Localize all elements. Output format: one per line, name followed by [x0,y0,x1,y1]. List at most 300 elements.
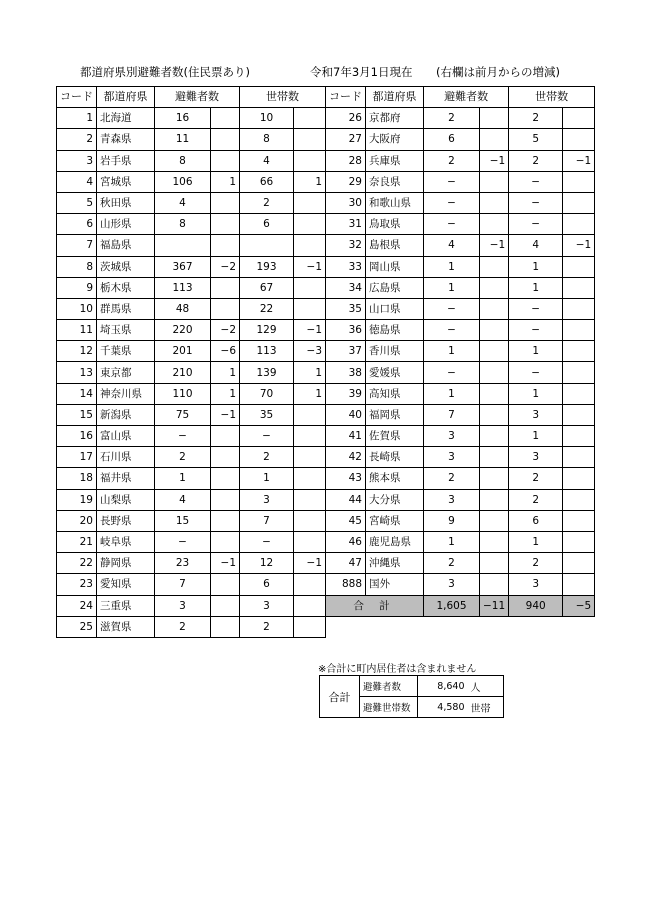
row-evacuees: − [424,362,480,383]
row-prefecture: 鳥取県 [366,214,424,235]
row-households-change [294,214,326,235]
row-prefecture: 高知県 [366,383,424,404]
row-evacuees-change [480,277,509,298]
row-evacuees-change [211,150,240,171]
table-row [57,341,595,362]
row-evacuees-change [211,129,240,150]
row-prefecture: 山口県 [366,298,424,319]
row-prefecture: 山形県 [97,214,155,235]
row-code: 5 [57,192,97,213]
row-code: 46 [326,531,366,552]
row-code: 27 [326,129,366,150]
row-households: 7 [240,510,294,531]
row-evacuees-change [480,108,509,129]
row-households: − [509,362,563,383]
summary-row [320,676,504,697]
row-prefecture: 愛知県 [97,574,155,595]
row-households: 67 [240,277,294,298]
empty-cell [509,616,563,637]
row-prefecture: 広島県 [366,277,424,298]
row-code: 41 [326,426,366,447]
table-row [57,553,595,574]
row-code: 43 [326,468,366,489]
row-evacuees-change [480,553,509,574]
row-households-change: −1 [294,553,326,574]
row-evacuees-change [211,468,240,489]
row-code: 1 [57,108,97,129]
row-evacuees: 367 [155,256,211,277]
row-code: 19 [57,489,97,510]
row-households-change [563,404,595,425]
row-households: − [509,298,563,319]
row-households-change [294,129,326,150]
row-households: 1 [509,531,563,552]
row-evacuees: 4 [155,489,211,510]
row-prefecture: 栃木県 [97,277,155,298]
row-evacuees: 4 [155,192,211,213]
row-households: 35 [240,404,294,425]
row-households: 1 [240,468,294,489]
row-households-change [563,574,595,595]
row-prefecture: 沖縄県 [366,553,424,574]
row-code: 22 [57,553,97,574]
row-evacuees-change: −1 [211,553,240,574]
row-households: 1 [509,383,563,404]
row-evacuees: 110 [155,383,211,404]
row-households: 2 [509,150,563,171]
row-evacuees-change [480,383,509,404]
row-households-change [294,150,326,171]
row-code: 7 [57,235,97,256]
summary-row-value: 4,580 [418,697,468,718]
table-row [57,150,595,171]
row-households-change: 1 [294,171,326,192]
row-evacuees-change [211,235,240,256]
table-row [57,277,595,298]
row-prefecture: 福井県 [97,468,155,489]
row-households: − [240,426,294,447]
row-households: 6 [240,214,294,235]
row-code: 8 [57,256,97,277]
header-households: 世帯数 [509,87,595,108]
row-evacuees-change [480,489,509,510]
empty-cell [424,616,480,637]
row-households: 4 [509,235,563,256]
row-evacuees-change [211,616,240,637]
row-prefecture: 大分県 [366,489,424,510]
row-households-change [294,298,326,319]
row-prefecture: 兵庫県 [366,150,424,171]
row-households-change [563,426,595,447]
row-prefecture: 三重県 [97,595,155,616]
row-households-change: 1 [294,362,326,383]
table-row [57,574,595,595]
row-evacuees: 11 [155,129,211,150]
row-households: 2 [509,553,563,574]
row-evacuees: 3 [424,426,480,447]
row-prefecture: 富山県 [97,426,155,447]
row-evacuees-change [211,447,240,468]
row-households: 8 [240,129,294,150]
row-evacuees: 2 [424,150,480,171]
row-code: 20 [57,510,97,531]
row-code: 45 [326,510,366,531]
row-evacuees-change [480,531,509,552]
row-households-change [294,489,326,510]
row-prefecture: 愛媛県 [366,362,424,383]
row-evacuees: 2 [424,553,480,574]
row-evacuees: 48 [155,298,211,319]
row-prefecture: 香川県 [366,341,424,362]
row-prefecture: 茨城県 [97,256,155,277]
row-evacuees: 75 [155,404,211,425]
row-households-change [563,192,595,213]
row-code: 10 [57,298,97,319]
row-households-change: −1 [563,235,595,256]
row-evacuees-change: −2 [211,320,240,341]
row-prefecture: 福島県 [97,235,155,256]
row-evacuees: − [424,298,480,319]
row-prefecture: 滋賀県 [97,616,155,637]
table-body [57,87,595,638]
row-households: 1 [509,277,563,298]
row-code: 9 [57,277,97,298]
row-evacuees: − [155,426,211,447]
row-households: − [240,531,294,552]
row-evacuees: 3 [424,447,480,468]
table-row [57,404,595,425]
row-households: 1 [509,426,563,447]
header-prefecture: 都道府県 [366,87,424,108]
row-evacuees-change: 1 [211,362,240,383]
row-evacuees: 3 [424,489,480,510]
row-households: 113 [240,341,294,362]
row-prefecture: 神奈川県 [97,383,155,404]
row-code: 16 [57,426,97,447]
row-evacuees: 2 [155,447,211,468]
row-households-change: −1 [563,150,595,171]
row-prefecture: 青森県 [97,129,155,150]
row-code: 6 [57,214,97,235]
row-prefecture: 埼玉県 [97,320,155,341]
empty-cell [480,616,509,637]
row-evacuees: 1 [424,531,480,552]
row-evacuees-change [211,192,240,213]
row-prefecture: 長野県 [97,510,155,531]
row-code: 23 [57,574,97,595]
row-prefecture: 秋田県 [97,192,155,213]
row-households-change [294,510,326,531]
table-row [57,298,595,319]
row-households-change [563,256,595,277]
row-evacuees-change: −1 [211,404,240,425]
row-evacuees-change [211,298,240,319]
table-row [57,383,595,404]
row-households: 4 [240,150,294,171]
row-evacuees-change [211,574,240,595]
row-households: − [509,214,563,235]
row-households-change [294,277,326,298]
row-evacuees: 7 [155,574,211,595]
row-households: − [509,320,563,341]
row-evacuees-change [480,362,509,383]
row-households-change [563,320,595,341]
row-evacuees-change: 1 [211,171,240,192]
row-evacuees-change [480,214,509,235]
row-households: 2 [240,447,294,468]
row-households: 70 [240,383,294,404]
row-prefecture: 新潟県 [97,404,155,425]
row-prefecture: 奈良県 [366,171,424,192]
row-code: 888 [326,574,366,595]
row-evacuees-change [211,510,240,531]
row-code: 33 [326,256,366,277]
row-evacuees-change: −1 [480,150,509,171]
row-evacuees-change [480,171,509,192]
row-evacuees-change: 1 [211,383,240,404]
row-prefecture: 佐賀県 [366,426,424,447]
row-code: 18 [57,468,97,489]
table-row [57,510,595,531]
row-households-change [294,404,326,425]
row-code: 39 [326,383,366,404]
row-evacuees-change [480,404,509,425]
header-code: コード [57,87,97,108]
table-row [57,214,595,235]
row-evacuees-change [480,574,509,595]
row-households: 3 [509,574,563,595]
row-code: 3 [57,150,97,171]
change-note: (右欄は前月からの増減) [436,65,560,79]
row-evacuees: − [424,214,480,235]
row-households-change [563,362,595,383]
row-households-change [563,553,595,574]
summary-label: 合計 [320,676,360,718]
row-code: 25 [57,616,97,637]
summary-row-label: 避難者数 [360,676,418,697]
row-households: 1 [509,256,563,277]
row-prefecture: 鹿児島県 [366,531,424,552]
row-households-change [294,468,326,489]
row-evacuees-change [480,510,509,531]
row-evacuees: 7 [424,404,480,425]
row-households-change [294,531,326,552]
row-households-change: −1 [294,256,326,277]
row-households-change [294,447,326,468]
row-evacuees: 23 [155,553,211,574]
row-households [240,235,294,256]
row-code: 37 [326,341,366,362]
row-households: 22 [240,298,294,319]
row-households: 1 [509,341,563,362]
empty-cell [326,616,366,637]
row-code: 4 [57,171,97,192]
table-row [57,129,595,150]
total-evacuees-change: −11 [480,595,509,616]
row-evacuees-change [211,531,240,552]
row-code: 26 [326,108,366,129]
row-households: 12 [240,553,294,574]
row-evacuees: 8 [155,214,211,235]
row-code: 12 [57,341,97,362]
table-row [57,447,595,468]
row-households: 139 [240,362,294,383]
row-prefecture: 熊本県 [366,468,424,489]
row-households: − [509,171,563,192]
row-evacuees-change [211,214,240,235]
table-row [57,108,595,129]
table-row [57,426,595,447]
row-evacuees-change [211,108,240,129]
row-evacuees-change [480,298,509,319]
row-households-change [294,595,326,616]
header-evacuees: 避難者数 [155,87,240,108]
row-households-change [563,171,595,192]
row-prefecture: 和歌山県 [366,192,424,213]
row-evacuees: 220 [155,320,211,341]
row-evacuees-change [480,426,509,447]
summary-row-unit: 世帯 [468,697,504,718]
row-households-change [563,447,595,468]
row-evacuees: − [424,320,480,341]
row-households: 3 [509,404,563,425]
row-evacuees: 3 [424,574,480,595]
row-evacuees: 15 [155,510,211,531]
row-code: 13 [57,362,97,383]
row-prefecture: 岐阜県 [97,531,155,552]
row-code: 21 [57,531,97,552]
row-households: − [509,192,563,213]
row-code: 15 [57,404,97,425]
row-code: 31 [326,214,366,235]
header-prefecture: 都道府県 [97,87,155,108]
row-prefecture: 岩手県 [97,150,155,171]
row-evacuees: 1 [424,341,480,362]
row-evacuees: 9 [424,510,480,531]
row-prefecture: 北海道 [97,108,155,129]
row-prefecture: 静岡県 [97,553,155,574]
row-households-change [563,489,595,510]
summary-table [319,675,504,718]
row-households: 2 [240,192,294,213]
row-evacuees: − [424,192,480,213]
table-row [57,531,595,552]
row-evacuees-change [480,129,509,150]
row-prefecture: 岡山県 [366,256,424,277]
table-row [57,171,595,192]
row-evacuees: 201 [155,341,211,362]
summary-row-label: 避難世帯数 [360,697,418,718]
row-evacuees-change [480,256,509,277]
row-prefecture: 山梨県 [97,489,155,510]
row-households-change [563,468,595,489]
row-households-change [563,298,595,319]
header-households: 世帯数 [240,87,326,108]
row-households-change [294,108,326,129]
row-prefecture: 東京都 [97,362,155,383]
row-evacuees [155,235,211,256]
row-households-change [563,510,595,531]
row-evacuees: 106 [155,171,211,192]
row-evacuees-change [480,192,509,213]
row-evacuees: 1 [155,468,211,489]
row-households-change [563,129,595,150]
row-prefecture: 国外 [366,574,424,595]
row-code: 17 [57,447,97,468]
row-prefecture: 宮崎県 [366,510,424,531]
row-code: 29 [326,171,366,192]
row-households-change [563,108,595,129]
total-households-change: −5 [563,595,595,616]
row-prefecture: 京都府 [366,108,424,129]
row-code: 34 [326,277,366,298]
total-evacuees: 1,605 [424,595,480,616]
row-households: 5 [509,129,563,150]
row-code: 36 [326,320,366,341]
table-row [57,192,595,213]
empty-cell [563,616,595,637]
row-evacuees: 6 [424,129,480,150]
summary-row-value: 8,640 [418,676,468,697]
row-evacuees-change: −2 [211,256,240,277]
row-evacuees-change [211,277,240,298]
row-households-change [294,426,326,447]
row-households-change: −1 [294,320,326,341]
row-evacuees-change: −1 [480,235,509,256]
row-evacuees: − [155,531,211,552]
row-code: 35 [326,298,366,319]
row-households-change: −3 [294,341,326,362]
row-evacuees: − [424,171,480,192]
row-evacuees: 4 [424,235,480,256]
row-households: 3 [240,595,294,616]
row-evacuees: 2 [155,616,211,637]
header-evacuees: 避難者数 [424,87,509,108]
row-households-change [563,383,595,404]
row-evacuees: 8 [155,150,211,171]
row-evacuees-change [480,320,509,341]
table-row [57,256,595,277]
row-prefecture: 千葉県 [97,341,155,362]
row-prefecture: 宮城県 [97,171,155,192]
table-header-row [57,87,595,108]
row-evacuees-change [211,489,240,510]
row-evacuees-change [211,426,240,447]
row-evacuees: 1 [424,277,480,298]
document-title: 都道府県別避難者数(住民票あり) [80,65,250,79]
row-prefecture: 群馬県 [97,298,155,319]
row-households-change [294,574,326,595]
row-households: 193 [240,256,294,277]
table-row [57,468,595,489]
row-evacuees-change [480,468,509,489]
total-label: 合 計 [326,595,424,616]
row-code: 47 [326,553,366,574]
row-code: 28 [326,150,366,171]
empty-cell [366,616,424,637]
row-households-change [563,277,595,298]
row-evacuees: 1 [424,256,480,277]
table-row [57,489,595,510]
row-households: 10 [240,108,294,129]
row-code: 32 [326,235,366,256]
row-households: 2 [509,468,563,489]
row-code: 14 [57,383,97,404]
row-prefecture: 石川県 [97,447,155,468]
row-evacuees-change [211,595,240,616]
row-evacuees-change [480,447,509,468]
row-evacuees: 113 [155,277,211,298]
